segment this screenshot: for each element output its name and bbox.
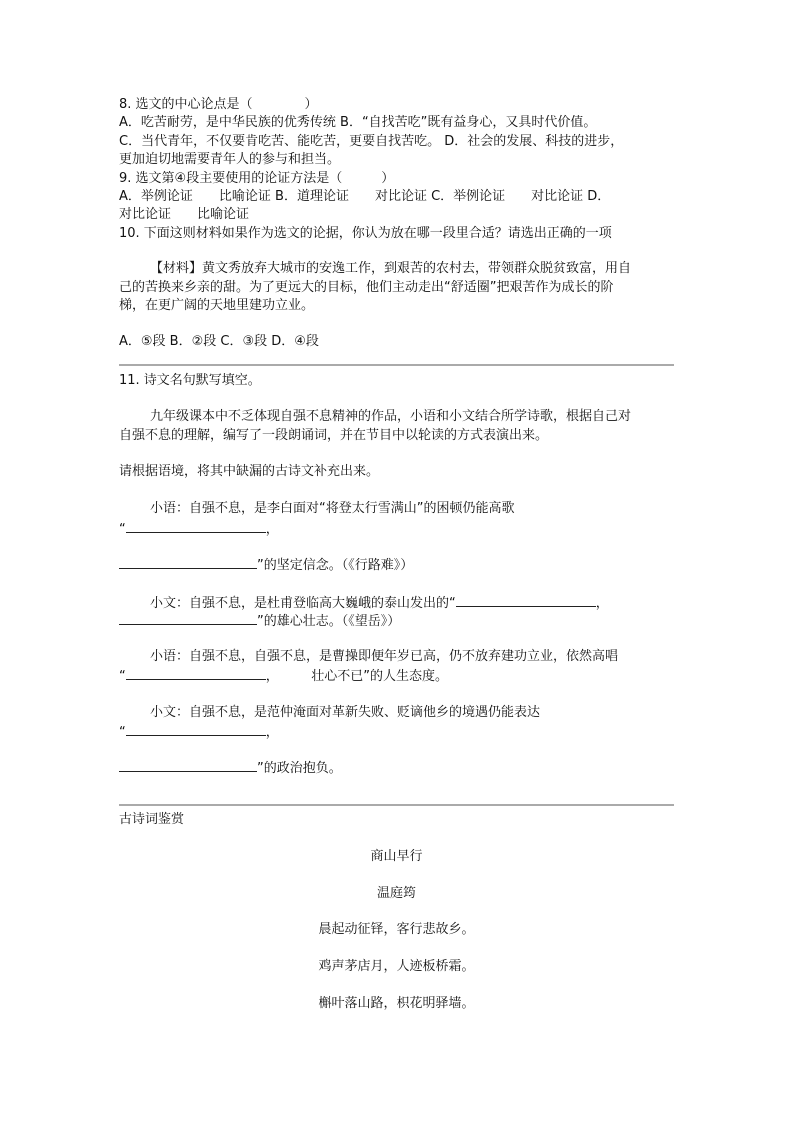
fill-blank-1[interactable]	[126, 519, 266, 533]
q11-p2-text: 小文：自强不息，是杜甫登临高大巍峨的泰山发出的“	[150, 596, 456, 611]
q8-options-line2: C．当代青年，不仅要肯吃苦、能吃苦，更要自找苦吃。 D．社会的发展、科技的进步，	[119, 134, 624, 149]
q11-p1-line3	[119, 555, 413, 575]
open-quote: “	[119, 725, 126, 740]
q11-intro-line2: 自强不息的理解，编写了一段朗诵词，并在节目中以轮读的方式表演出来。	[119, 428, 549, 443]
fill-blank-3[interactable]	[456, 593, 596, 607]
q8-options-line1: A．吃苦耐劳，是中华民族的优秀传统 B．“自找苦吃”既有益身心，又具时代价值。	[119, 115, 597, 130]
poem-title: 商山早行	[370, 849, 423, 864]
q10-options: A．⑤段 B．②段 C．③段 D．④段	[119, 334, 319, 349]
poem-author: 温庭筠	[376, 886, 416, 901]
q8-options-line3: 更加迫切地需要青年人的参与和担当。	[119, 152, 341, 167]
poem-section-title: 古诗词鉴赏	[119, 812, 185, 827]
poem-line: 鸡声茅店月，人迹板桥霜。	[318, 959, 475, 974]
q10-material-line2: 己的苦换来乡亲的甜。为了更远大的目标，他们主动走出“舒适圈”把艰苦作为成长的阶	[119, 280, 614, 295]
q11-p1-tail: ”的坚定信念。（《行路难》）	[257, 558, 414, 573]
q11-p2-line1	[150, 593, 609, 613]
section-divider	[119, 804, 674, 806]
fill-blank-2[interactable]	[119, 555, 257, 569]
q11-instruction: 请根据语境，将其中缺漏的古诗文补充出来。	[119, 464, 380, 479]
q11-p2-tail: ”的雄心壮志。（《望岳》）	[257, 614, 401, 629]
q11-p4-tail: ”的政治抱负。	[257, 761, 342, 776]
q11-stem: 11. 诗文名句默写填空。	[119, 373, 261, 388]
open-quote: “	[119, 669, 126, 684]
q8-stem: 8. 选文的中心论点是（ ）	[119, 97, 318, 112]
comma: ，	[595, 596, 609, 611]
q11-p3-line2	[119, 666, 448, 686]
poem-line: 晨起动征铎，客行悲故乡。	[318, 922, 475, 937]
q10-stem: 10. 下面这则材料如果作为选文的论据，你认为放在哪一段里合适？请选出正确的一项	[119, 226, 612, 241]
section-divider	[119, 364, 674, 366]
q11-p4-text: 小文：自强不息，是范仲淹面对革新失败、贬谪他乡的境遇仍能表达	[150, 705, 541, 720]
comma: ，	[265, 522, 279, 537]
comma: ，	[265, 725, 279, 740]
q11-p1-text: 小语：自强不息，是李白面对“将登太行雪满山”的困顿仍能高歌	[150, 501, 515, 516]
q11-p4-line2	[119, 722, 279, 742]
q9-stem: 9. 选文第④段主要使用的论证方法是（ ）	[119, 171, 395, 186]
q9-options-line1: A．举例论证 比喻论证 B．道理论证 对比论证 C．举例论证 对比论证 D．	[119, 189, 611, 204]
q11-p1-line2	[119, 519, 279, 539]
poem-line: 槲叶落山路，枳花明驿墙。	[318, 996, 475, 1011]
fill-blank-7[interactable]	[119, 758, 257, 772]
q11-p2-line2	[119, 611, 400, 631]
q10-material-line3: 梯，在更广阔的天地里建功立业。	[119, 298, 315, 313]
fill-blank-4[interactable]	[119, 611, 257, 625]
fill-blank-6[interactable]	[126, 722, 266, 736]
fill-blank-5[interactable]	[126, 666, 266, 680]
q11-p3-mid: 壮心不已”的人生态度。	[272, 669, 449, 684]
q9-options-line2: 对比论证 比喻论证	[119, 207, 250, 222]
comma: ，	[265, 669, 273, 684]
q11-intro-line1: 九年级课本中不乏体现自强不息精神的作品，小语和小文结合所学诗歌，根据自己对	[150, 409, 632, 424]
q11-p3-text: 小语：自强不息，自强不息，是曹操即便年岁已高，仍不放弃建功立业，依然高唱	[150, 649, 619, 664]
open-quote: “	[119, 522, 126, 537]
q10-material-line1: 【材料】黄文秀放弃大城市的安逸工作，到艰苦的农村去，带领群众脱贫致富，用自	[150, 261, 632, 276]
q11-p4-line3	[119, 758, 342, 778]
